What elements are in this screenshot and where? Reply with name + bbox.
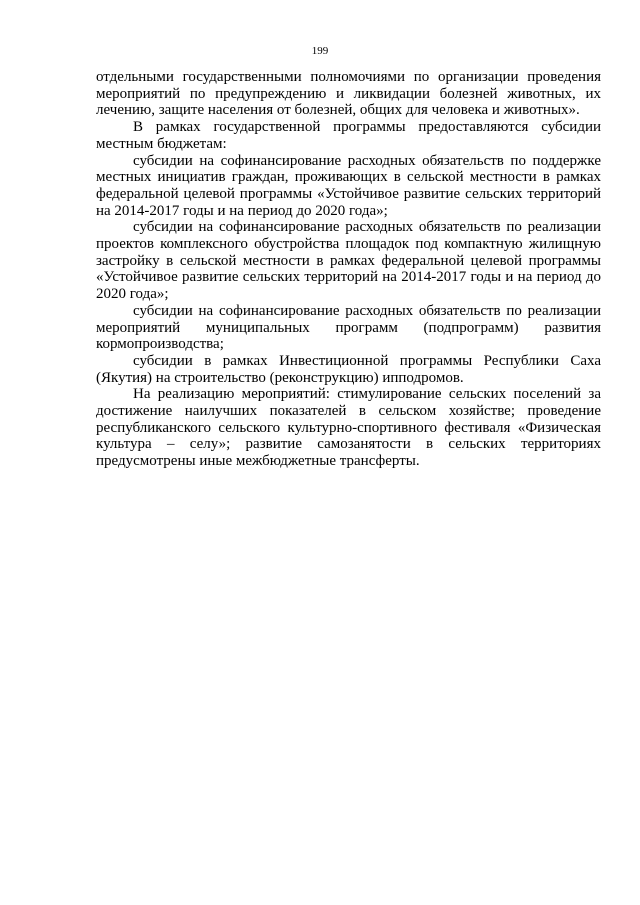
paragraph-continuation: отдельными государственными полномочиями по организации проведения мероприятий по предупреждению и ликвидации болезней животных, их лечению, защите населения от болезней, общих для человека и животных».: [96, 69, 601, 119]
paragraph-subsidy-feed-production: субсидии на софинансирование расходных обязательств по реализации мероприятий муниципальных программ (подпрограмм) развития кормопроизводства;: [96, 302, 601, 353]
paragraph-subsidy-housing-sites: субсидии на софинансирование расходных обязательств по реализации проектов комплексного обустройства площадок под компактную жилищную застройку в сельской местности в рамках федеральной целевой программы «Устойчивое развитие сельских территорий на 2014-2017 годы и на период до 2020 года»;: [96, 219, 601, 303]
paragraph-subsidy-hippodromes: субсидии в рамках Инвестиционной программы Республики Саха (Якутия) на строительство (реконструкцию) ипподромов.: [96, 352, 601, 386]
paragraph-subsidy-local-initiatives: субсидии на софинансирование расходных обязательств по поддержке местных инициатив граждан, проживающих в сельской местности в рамках федеральной целевой программы «Устойчивое развитие сельских территорий на 2014-2017 годы и на период до 2020 года»;: [96, 152, 601, 219]
paragraph-other-transfers: На реализацию мероприятий: стимулирование сельских поселений за достижение наилучших показателей в сельском хозяйстве; проведение республиканского сельского культурно-спортивного фестиваля «Физическая культура – селу»; развитие самозанятости в сельских территориях предусмотрены иные межбюджетные трансферты.: [96, 386, 601, 470]
page-number: 199: [311, 45, 329, 57]
document-body: [96, 69, 601, 470]
paragraph-subsidies-intro: В рамках государственной программы предоставляются субсидии местным бюджетам:: [96, 119, 601, 152]
